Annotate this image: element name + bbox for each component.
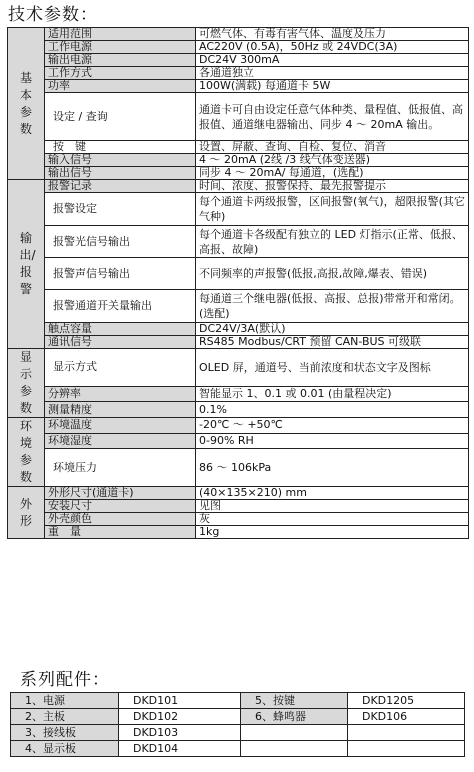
category-env: 环境参数 [8, 418, 45, 487]
accessory-code: DKD106 [348, 709, 465, 725]
spec-label: 输出电源 [45, 54, 196, 67]
spec-value: 可燃气体、有毒有害气体、温度及压力 [196, 28, 469, 41]
spec-label: 显示方式 [45, 349, 196, 387]
spec-value: AC220V (0.5A)，50Hz 或 24VDC(3A) [196, 41, 469, 54]
spec-label: 报警记录 [45, 180, 196, 193]
accessory-code: DKD101 [119, 693, 241, 709]
spec-label: 功率 [45, 80, 196, 93]
accessory-name: 5、按键 [241, 693, 348, 709]
accessory-code [348, 725, 465, 741]
spec-value: 时间、浓度、报警保持、最先报警提示 [196, 180, 469, 193]
spec-label: 适用范围 [45, 28, 196, 41]
accessory-name: 4、显示板 [11, 741, 119, 757]
spec-value: 同步 4 ～ 20mA/ 每通道，(选配) [196, 167, 469, 180]
spec-value: 100W(满载) 每通道卡 5W [196, 80, 469, 93]
category-basic: 基本参数 [8, 28, 45, 180]
spec-label: 报警通道开关量输出 [45, 290, 196, 323]
spec-label: 报警声信号输出 [45, 258, 196, 290]
spec-value: 智能显示 1、0.1 或 0.01 (由量程决定) [196, 386, 469, 402]
spec-value: 不同频率的声报警(低报,高报,故障,爆表、错误) [196, 258, 469, 290]
spec-label: 工作方式 [45, 67, 196, 80]
accessory-name [241, 725, 348, 741]
accessories-title: 系列配件： [20, 670, 110, 690]
spec-label: 测量精度 [45, 402, 196, 418]
category-shell: 外形 [8, 487, 45, 539]
spec-value: 4 ～ 20mA (2线 /3 线气体变送器) [196, 154, 469, 167]
spec-value: 设置、屏蔽、查询、自检、复位、消音 [196, 141, 469, 154]
accessory-code [348, 741, 465, 757]
accessory-name: 3、接线板 [11, 725, 119, 741]
spec-label: 报警光信号输出 [45, 226, 196, 258]
spec-value: 通道卡可自由设定任意气体种类、量程值、低报值、高报值、通道继电器输出、同步 4 ～ 20mA 输出。 [196, 93, 469, 141]
spec-value: RS485 Modbus/CRT 预留 CAN-BUS 可级联 [196, 336, 469, 349]
spec-label: 输出信号 [45, 167, 196, 180]
accessory-name: 2、主板 [11, 709, 119, 725]
spec-value: DC24V/3A(默认) [196, 323, 469, 336]
spec-label: 环境温度 [45, 418, 196, 434]
spec-value: -20℃ ～ +50℃ [196, 418, 469, 434]
category-display: 显示参数 [8, 349, 45, 418]
spec-label: 环境压力 [45, 449, 196, 487]
category-output: 输出/报警 [8, 180, 45, 349]
spec-value: 灰 [196, 513, 469, 526]
spec-label: 报警设定 [45, 193, 196, 226]
spec-value: 0-90% RH [196, 433, 469, 449]
spec-value: (40×135×210) mm [196, 487, 469, 500]
accessories-table [10, 692, 465, 757]
accessory-name: 6、蜂鸣器 [241, 709, 348, 725]
spec-label: 分辨率 [45, 386, 196, 402]
spec-label: 设定 / 查询 [45, 93, 196, 141]
spec-value: 1kg [196, 526, 469, 539]
spec-value: 0.1% [196, 402, 469, 418]
accessory-code: DKD1205 [348, 693, 465, 709]
spec-title: 技术参数： [8, 5, 98, 25]
spec-value: 见图 [196, 500, 469, 513]
accessory-code: DKD104 [119, 741, 241, 757]
spec-value: OLED 屏，通道号、当前浓度和状态文字及图标 [196, 349, 469, 387]
spec-label: 重 量 [45, 526, 196, 539]
spec-label: 触点容量 [45, 323, 196, 336]
spec-value: 每通道三个继电器(低报、高报、总报)带常开和常闭。(选配) [196, 290, 469, 323]
spec-value: 86 ～ 106kPa [196, 449, 469, 487]
accessory-name: 1、电源 [11, 693, 119, 709]
spec-label: 环境湿度 [45, 433, 196, 449]
spec-value: 每个通道卡各级配有独立的 LED 灯指示(正常、低报、高报、故障) [196, 226, 469, 258]
accessory-name [241, 741, 348, 757]
spec-label: 工作电源 [45, 41, 196, 54]
spec-table [7, 27, 469, 539]
spec-value: 每个通道卡两级报警，区间报警(氧气)，超限报警(其它气种) [196, 193, 469, 226]
spec-label: 外形尺寸(通道卡) [45, 487, 196, 500]
accessory-code: DKD103 [119, 725, 241, 741]
spec-label: 按 键 [45, 141, 196, 154]
spec-label: 安装尺寸 [45, 500, 196, 513]
spec-value: DC24V 300mA [196, 54, 469, 67]
spec-value: 各通道独立 [196, 67, 469, 80]
spec-label: 输入信号 [45, 154, 196, 167]
spec-label: 通讯信号 [45, 336, 196, 349]
spec-label: 外壳颜色 [45, 513, 196, 526]
accessory-code: DKD102 [119, 709, 241, 725]
